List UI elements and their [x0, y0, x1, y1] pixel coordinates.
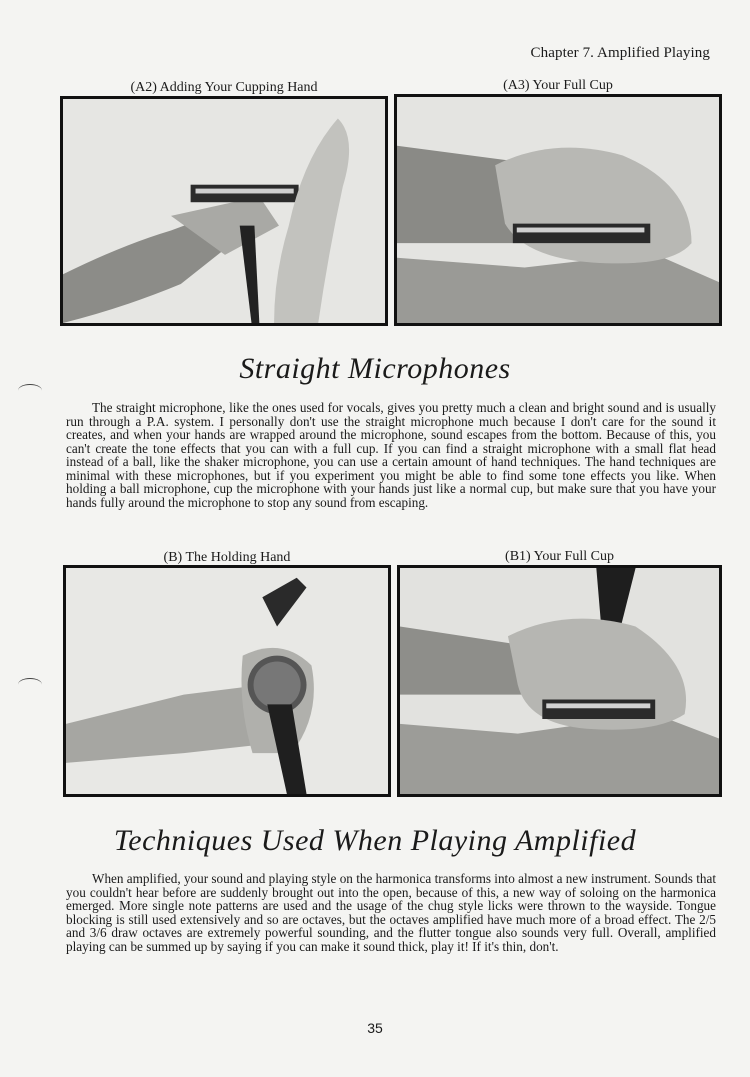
figure-b-photo [63, 565, 391, 797]
figure-a3-photo [394, 94, 722, 326]
heading-techniques-amplified: Techniques Used When Playing Amplified [113, 824, 637, 857]
photo-full-cup-ball-mic [400, 568, 719, 794]
heading-straight-microphones: Straight Microphones [239, 352, 511, 385]
page-number: 35 [367, 1020, 383, 1036]
figure-b1-caption: (B1) Your Full Cup [505, 549, 614, 564]
photo-hand-harmonica-mic [63, 99, 385, 323]
paragraph-techniques-amplified: When amplified, your sound and playing style on the harmonica transforms into almost a new instrument. Sounds that you couldn't hear before are suddenly brought out into the open, because of this, a new way of soloing on the harmonica emerged. More single note patterns are used and the usage of the chug style licks were thrown to the wayside. Tongue blocking is still used extensively and so are octaves, but the octaves amplified have much more of a broad effect. The 2/5 and 3/6 draw octaves are extremely powerful sounding, and the flutter tongue also sounds very full. Overall, amplified playing can be summed up by saying if you can make it sound thick, play it! If it's thin, don't. [66, 871, 716, 954]
figure-a2-photo [60, 96, 388, 326]
paragraph-straight-microphones: The straight microphone, like the ones used for vocals, gives you pretty much a clean and bright sound and is usually run through a P.A. system. I personally don't use the straight microphone much because I don't care for the sound it creates, and when your hands are wrapped around the microphone, sound escapes from the bottom. Because of this, you can't create the tone effects that you can with a full cup. If you can find a straight microphone with a small flat head instead of a ball, like the shaker microphone, you can use a certain amount of hand techniques. The hand techniques are minimal with these microphones, but if you experiment you might be able to find some tone effects you like. When holding a ball microphone, cup the microphone with your hands just like a normal cup, but make sure that you have your hands fully around the microphone to stop any sound from escaping. [66, 400, 716, 510]
figure-b1-photo [397, 565, 722, 797]
margin-mark [18, 384, 42, 397]
photo-holding-hand [66, 568, 388, 794]
figure-b-caption: (B) The Holding Hand [163, 550, 291, 565]
figure-a3-caption: (A3) Your Full Cup [503, 78, 613, 93]
figure-a2-caption: (A2) Adding Your Cupping Hand [130, 80, 318, 95]
margin-mark [18, 678, 42, 691]
photo-full-cup [397, 97, 719, 323]
running-head: Chapter 7. Amplified Playing [530, 45, 710, 61]
